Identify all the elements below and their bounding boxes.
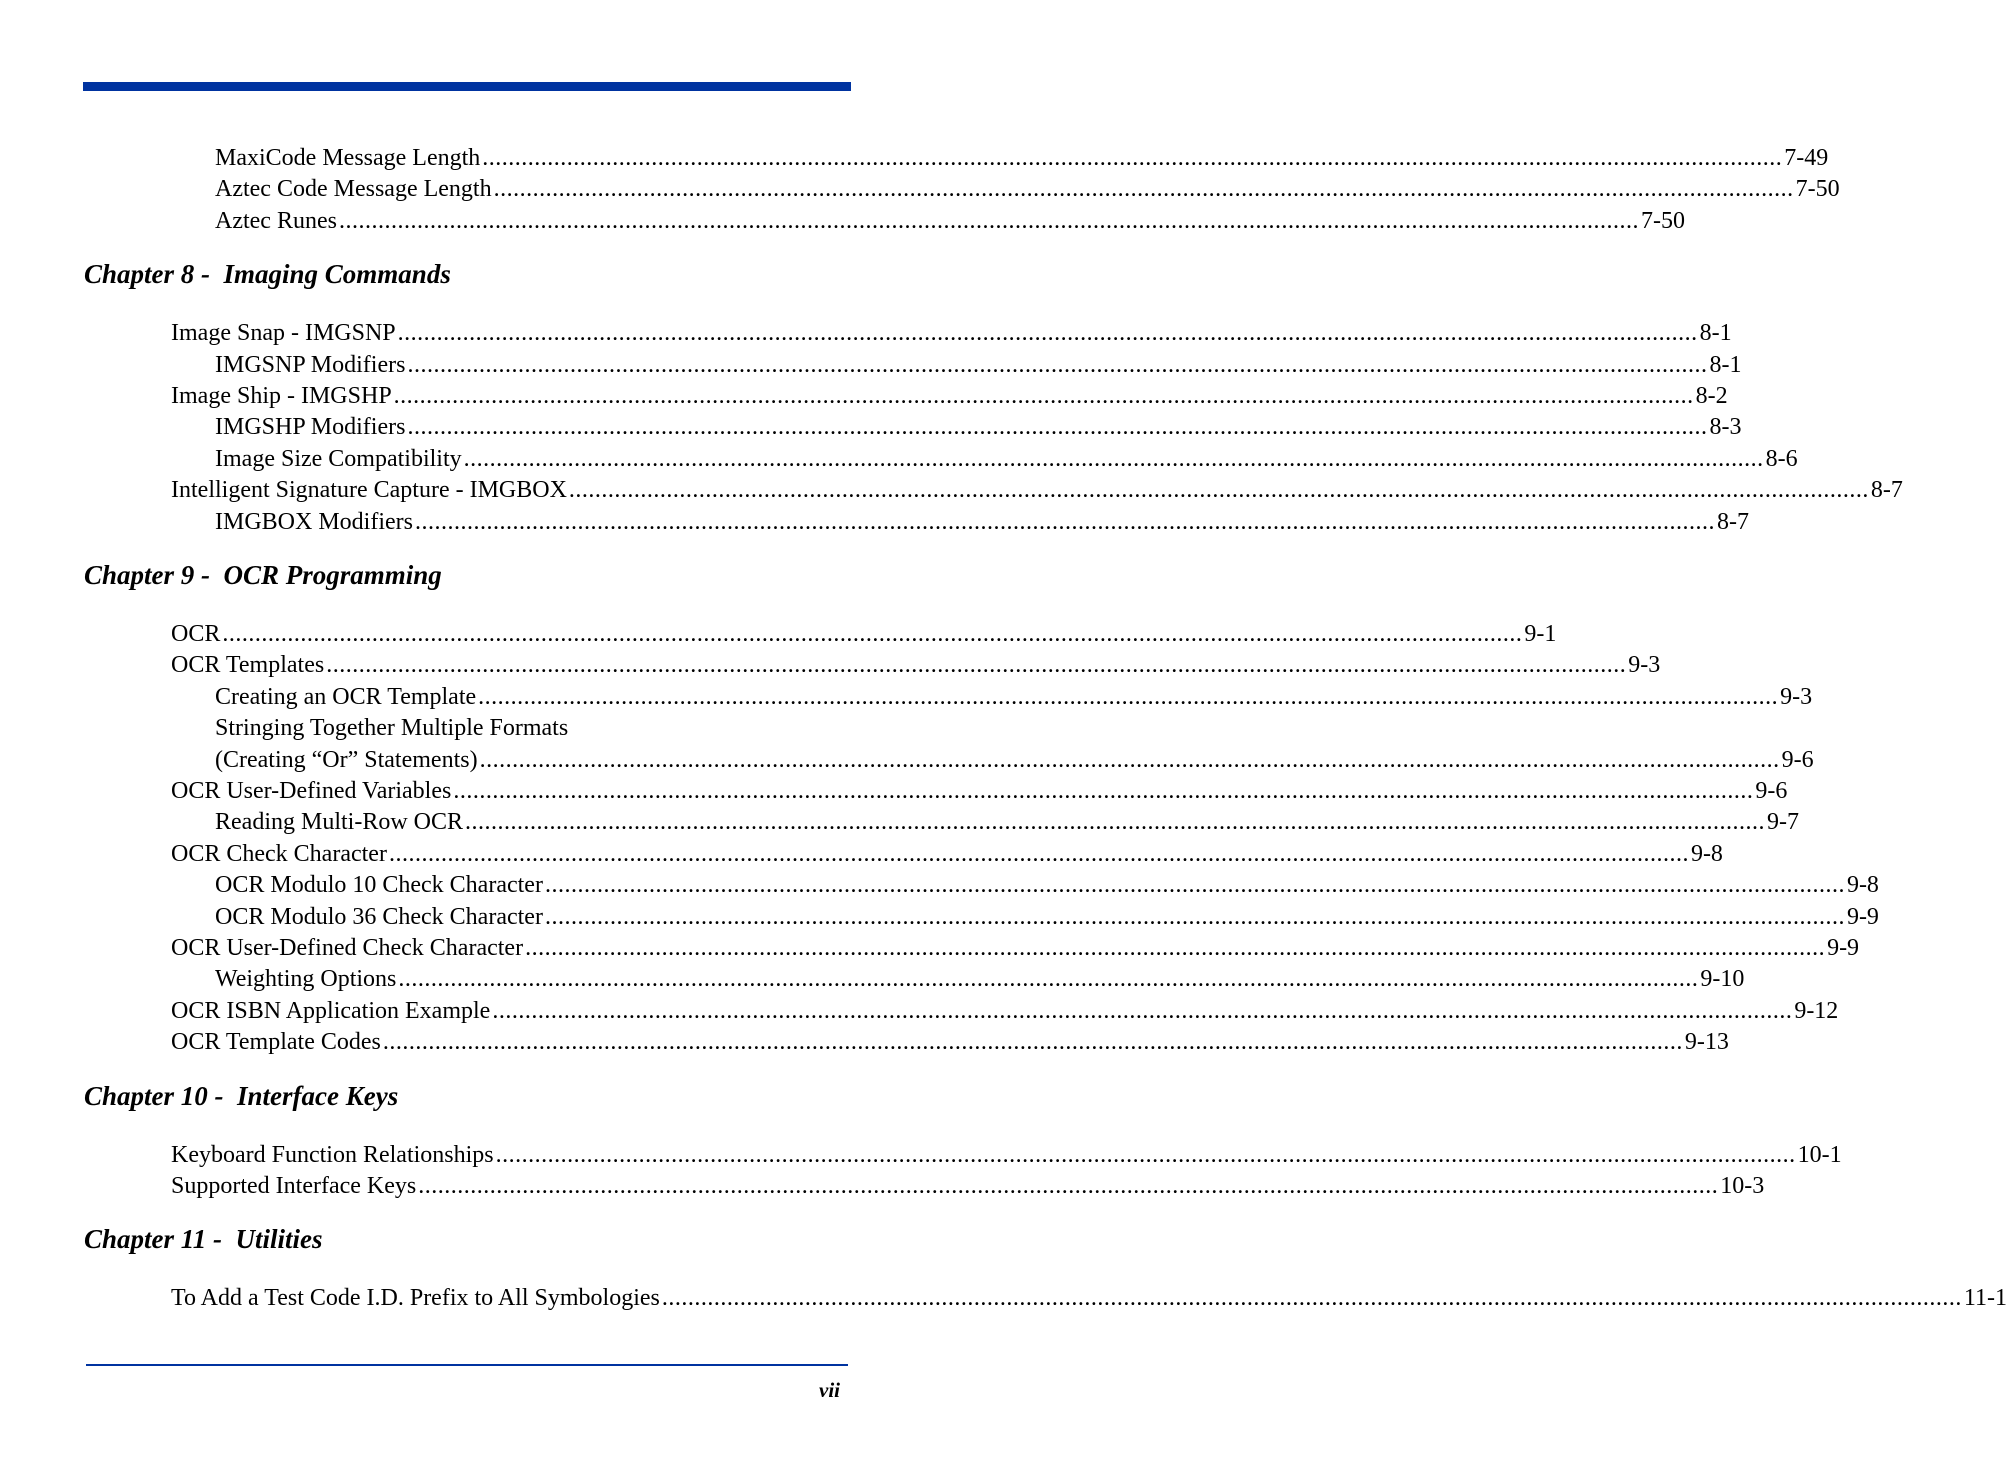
toc-entry-title: Supported Interface Keys [171,1173,417,1199]
dot-leader: ........................................................................................................................................................................................................ [478,683,1779,710]
toc-entry[interactable] [215,807,1800,837]
toc-entry-page: 9-10 [1700,966,1745,993]
toc-entry[interactable] [215,350,1742,380]
toc-entry-page: 8-6 [1765,445,1798,472]
toc-entry-title: Stringing Together Multiple Formats [215,715,569,742]
toc-entry[interactable] [215,902,1879,932]
toc-entry-page: 7-49 [1784,145,1829,171]
dot-leader: ........................................................................................................................................................................................................ [568,477,1869,504]
toc-entry[interactable] [215,412,1742,442]
toc-entry-title: OCR [171,621,221,647]
toc-entry-title: Keyboard Function Relationships [171,1141,494,1168]
toc-entry[interactable] [171,933,1860,963]
toc-entry-title: OCR Template Codes [171,1029,381,1056]
toc-entry-title: OCR User-Defined Check Character [171,935,524,961]
toc-entry-page: 9-8 [1690,840,1723,867]
toc-entry-page: 9-3 [1780,683,1813,710]
dot-leader: ........................................................................................................................................................................................................ [544,903,1845,930]
dot-leader: ........................................................................................................................................................................................................ [463,445,1764,472]
dot-leader: ........................................................................................................................................................................................................ [382,1029,1683,1056]
toc-entry-page: 9-7 [1767,809,1800,836]
footer-rule [86,1364,848,1366]
toc-entry-page: 9-12 [1794,997,1839,1024]
toc-entry-title: IMGSHP Modifiers [215,414,406,441]
toc-entry-title: Creating an OCR Template [215,683,477,710]
toc-entry[interactable] [171,1027,1729,1057]
toc-entry-page: 7-50 [1795,176,1840,203]
dot-leader: ........................................................................................................................................................................................................ [465,809,1766,836]
dot-leader: ........................................................................................................................................................................................................ [397,320,1698,347]
page-number: vii [819,1378,840,1402]
toc-entry[interactable] [215,713,840,743]
toc-entry[interactable] [171,381,1728,411]
toc-entry-page: 9-1 [1524,621,1557,647]
toc-entry-title: OCR Modulo 10 Check Character [215,872,543,899]
toc-entry-page: 8-2 [1695,383,1728,409]
dot-leader: ........................................................................................................................................................................................................ [661,1285,1962,1312]
toc-entry-title: (Creating “Or” Statements) [215,746,478,773]
dot-leader: ........................................................................................................................................................................................................ [418,1173,1719,1199]
toc-entry-page: 9-13 [1684,1029,1729,1056]
toc-entry-title: Image Size Compatibility [215,445,462,472]
toc-entry-page: 9-6 [1755,778,1788,804]
toc-entry-title: MaxiCode Message Length [215,145,481,171]
toc-entry[interactable] [215,143,1829,173]
toc-entry-page: 9-6 [1781,746,1814,773]
toc-entry-page: 9-9 [1827,935,1860,961]
toc-entry-page: 9-9 [1846,903,1879,930]
dot-leader: ........................................................................................................................................................................................................ [493,176,1794,203]
toc-entry[interactable] [171,1171,1765,1201]
toc-entry-title: Aztec Runes [215,207,337,234]
toc-entry-page: 9-8 [1846,872,1879,899]
dot-leader: ........................................................................................................................................................................................................ [393,383,1694,409]
toc-entry-title: To Add a Test Code I.D. Prefix to All Symbologies [171,1285,660,1312]
dot-leader: ........................................................................................................................................................................................................ [222,621,1523,647]
dot-leader: ........................................................................................................................................................................................................ [525,935,1826,961]
toc-entry-page: 8-7 [1870,477,1903,504]
toc-entry-page: 10-1 [1797,1141,1842,1168]
toc-entry[interactable] [171,1140,1842,1170]
chapter-heading: Chapter 8 - Imaging Commands [84,259,451,290]
toc-entry-page: 8-1 [1699,320,1732,347]
toc-entry[interactable] [215,745,1814,775]
toc-entry[interactable] [171,619,1557,649]
toc-entry-title: Intelligent Signature Capture - IMGBOX [171,477,567,504]
toc-entry[interactable] [171,475,1903,505]
toc-entry-page: 11-1 [1963,1285,2007,1312]
dot-leader: ........................................................................................................................................................................................................ [479,746,1780,773]
dot-leader: ........................................................................................................................................................................................................ [388,840,1689,867]
toc-entry-page: 8-3 [1709,414,1742,441]
toc-entry-page: 8-7 [1717,508,1749,535]
toc-entry-page: 8-1 [1709,351,1742,378]
toc-entry[interactable] [171,839,1723,869]
toc-entry[interactable] [171,776,1788,806]
toc-entry-title: Image Snap - IMGSNP [171,320,396,347]
dot-leader: ........................................................................................................................................................................................................ [407,351,1708,378]
dot-leader: ........................................................................................................................................................................................................ [453,778,1754,804]
toc-entry-title: OCR Modulo 36 Check Character [215,903,543,930]
toc-entry-title: OCR Templates [171,652,325,679]
toc-entry-title: Image Ship - IMGSHP [171,383,392,409]
toc-entry[interactable] [171,650,1661,680]
toc-entry-title: Weighting Options [215,966,397,993]
toc-entry-title: OCR ISBN Application Example [171,997,491,1024]
toc-entry[interactable] [215,174,1840,204]
toc-entry[interactable] [215,964,1745,994]
toc-entry-title: OCR Check Character [171,840,387,867]
toc-entry[interactable] [215,682,1813,712]
toc-entry-page: 7-50 [1640,207,1685,234]
toc-entry[interactable] [171,996,1839,1026]
dot-leader: ........................................................................................................................................................................................................ [415,508,1715,535]
toc-entry[interactable] [215,444,1798,474]
dot-leader: ........................................................................................................................................................................................................ [482,145,1783,171]
toc-entry-title: IMGSNP Modifiers [215,351,406,378]
toc-entry[interactable] [215,206,1685,236]
toc-entry[interactable] [215,870,1879,900]
dot-leader: ........................................................................................................................................................................................................ [407,414,1708,441]
toc-entry-title: Aztec Code Message Length [215,176,492,203]
toc-entry-page: 10-3 [1720,1173,1765,1199]
dot-leader: ........................................................................................................................................................................................................ [544,872,1845,899]
toc-entry[interactable] [215,507,1749,537]
dot-leader: ........................................................................................................................................................................................................ [495,1141,1796,1168]
chapter-heading: Chapter 9 - OCR Programming [84,560,442,590]
dot-leader: ........................................................................................................................................................................................................ [398,966,1699,993]
toc-entry-page: 9-3 [1628,652,1661,679]
toc-entry-title: Reading Multi-Row OCR [215,809,464,836]
toc-entry-title: OCR User-Defined Variables [171,778,452,804]
toc-entry[interactable] [171,318,1732,348]
dot-leader: ........................................................................................................................................................................................................ [338,207,1639,234]
dot-leader: ........................................................................................................................................................................................................ [326,652,1627,679]
toc-entry[interactable] [171,1283,2007,1313]
chapter-heading: Chapter 11 - Utilities [84,1224,323,1255]
chapter-heading: Chapter 10 - Interface Keys [84,1080,399,1111]
toc-entry-title: IMGBOX Modifiers [215,508,413,535]
dot-leader: ........................................................................................................................................................................................................ [492,997,1793,1024]
